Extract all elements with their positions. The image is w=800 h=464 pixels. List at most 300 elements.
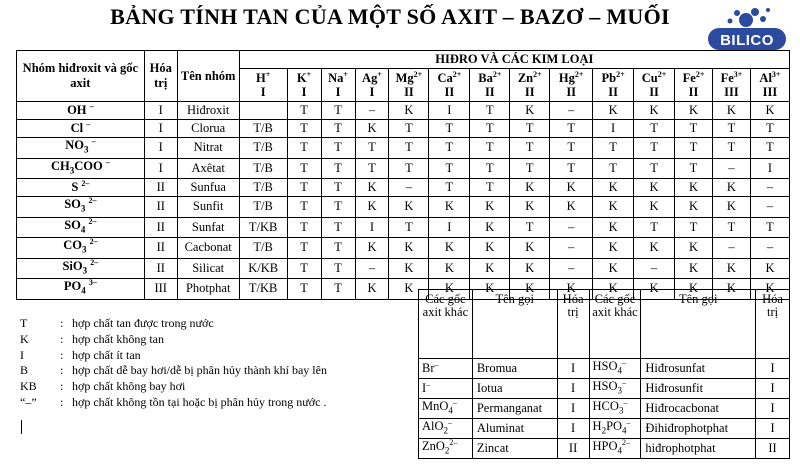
solubility-cell: T	[355, 138, 389, 159]
legend-desc: hợp chất không tan	[72, 331, 164, 346]
solubility-cell: T	[750, 120, 789, 138]
ion-symbol	[634, 71, 674, 85]
other-name-cell: Iotua	[472, 379, 557, 399]
group-cell	[17, 138, 145, 159]
solubility-cell: T	[429, 120, 470, 138]
legend	[20, 316, 410, 411]
solubility-cell: K	[593, 197, 634, 218]
other-header-ion-2: Các gốc axit khác	[589, 290, 641, 359]
solubility-cell: T	[550, 158, 593, 179]
other-ion-charge-2: –	[622, 377, 627, 387]
other-acid-table	[418, 289, 790, 459]
page-title: BẢNG TÍNH TAN CỦA MỘT SỐ AXIT – BAZƠ – MUỐI	[110, 4, 670, 29]
solubility-cell: T	[287, 238, 321, 259]
ion-symbol	[550, 71, 592, 85]
name-cell: Sunfit	[177, 197, 239, 218]
name-cell: Hiđroxit	[177, 102, 239, 120]
solubility-cell: T	[287, 138, 321, 159]
other-name-cell-2: Đihiđrophotphat	[641, 419, 756, 439]
solubility-cell: K	[675, 258, 713, 279]
group-formula: $SO_3$	[64, 197, 86, 214]
solubility-cell: K	[634, 197, 675, 218]
solubility-cell: K	[550, 197, 593, 218]
solubility-cell: K	[712, 197, 750, 218]
ion-symbol	[675, 71, 712, 85]
ion-symbol	[240, 71, 287, 85]
ion-header	[634, 69, 675, 102]
solubility-cell: –	[750, 179, 789, 197]
solubility-cell: K	[593, 238, 634, 259]
other-ion-charge-2: –	[622, 357, 627, 367]
other-ion-cell	[419, 439, 473, 459]
solubility-cell: T	[675, 217, 713, 238]
ion-charge: 3+	[771, 70, 781, 79]
other-name-cell: Aluminat	[472, 419, 557, 439]
legend-colon: :	[60, 347, 64, 362]
valence-cell: II	[144, 197, 177, 218]
table-row	[17, 158, 790, 179]
solubility-cell: T	[634, 120, 675, 138]
solubility-cell: K	[389, 102, 429, 120]
solubility-cell: K	[470, 238, 510, 259]
ion-symbol	[470, 71, 509, 85]
name-cell: Axêtat	[177, 158, 239, 179]
other-valence-cell: I	[557, 399, 589, 419]
ion-charge: 2+	[533, 70, 542, 79]
solubility-cell: K	[712, 102, 750, 120]
solubility-cell: T/B	[239, 179, 287, 197]
other-header-valence-2: Hóa trị	[756, 290, 790, 359]
solubility-cell: T	[287, 120, 321, 138]
ion-symbol-text: H	[255, 71, 266, 85]
name-cell: Cacbonat	[177, 238, 239, 259]
table-row	[419, 439, 790, 459]
solubility-cell: K	[510, 197, 550, 218]
solubility-cell: T	[287, 158, 321, 179]
solubility-cell: T	[287, 102, 321, 120]
ion-header	[550, 69, 593, 102]
table-row	[17, 217, 790, 238]
ion-header	[389, 69, 429, 102]
other-valence-cell-2: II	[756, 439, 790, 459]
legend-desc: hợp chất dễ bay hơi/dễ bị phân hủy thành khí bay lên	[72, 363, 327, 378]
group-charge: –	[86, 120, 91, 129]
group-formula: $SO_4$	[64, 217, 86, 234]
solubility-cell: T	[634, 158, 675, 179]
other-ion-cell-2	[589, 419, 641, 439]
ion-symbol	[593, 71, 633, 85]
other-header-valence: Hóa trị	[557, 290, 589, 359]
solubility-cell: I	[429, 217, 470, 238]
solubility-cell: T	[470, 138, 510, 159]
ion-symbol	[510, 71, 549, 85]
solubility-cell: T	[510, 138, 550, 159]
legend-symbol: “–”	[20, 394, 37, 409]
solubility-cell: T	[712, 120, 750, 138]
solubility-cell: K	[712, 258, 750, 279]
ion-valence: II	[444, 85, 455, 99]
other-name-cell-2: Hiđrosunfit	[641, 379, 756, 399]
group-formula: $CO_3$	[63, 238, 87, 255]
ion-header	[675, 69, 713, 102]
solubility-cell: T	[287, 279, 321, 300]
ion-header	[239, 69, 287, 102]
solubility-cell: T/KB	[239, 217, 287, 238]
solubility-cell	[239, 102, 287, 120]
solubility-cell: T	[712, 217, 750, 238]
solubility-cell: K	[470, 197, 510, 218]
header-name: Tên nhóm	[177, 51, 239, 102]
solubility-cell: T	[321, 102, 355, 120]
solubility-cell: T/B	[239, 138, 287, 159]
solubility-cell: T	[287, 179, 321, 197]
group-formula: Cl	[70, 121, 84, 135]
name-cell: Nitrat	[177, 138, 239, 159]
solubility-cell: K	[634, 102, 675, 120]
solubility-cell: T	[321, 179, 355, 197]
solubility-cell: K	[355, 279, 389, 300]
ion-symbol-text: K	[296, 71, 307, 85]
solubility-cell: K	[675, 197, 713, 218]
solubility-cell: K	[510, 102, 550, 120]
legend-desc: hợp chất tan được trong nước	[72, 316, 214, 330]
legend-desc: hợp chất ít tan	[72, 347, 141, 362]
ion-charge: +	[265, 70, 271, 79]
solubility-cell: T/B	[239, 238, 287, 259]
solubility-cell: K	[593, 179, 634, 197]
solubility-cell: K	[470, 217, 510, 238]
name-cell: Clorua	[177, 120, 239, 138]
group-formula: OH	[67, 103, 87, 117]
ion-charge: +	[306, 70, 312, 79]
other-name-cell: Permanganat	[472, 399, 557, 419]
header-group: Nhóm hiđroxit và gốc axit	[17, 51, 145, 102]
solubility-cell: –	[634, 258, 675, 279]
group-cell	[17, 258, 145, 279]
solubility-cell: K	[712, 179, 750, 197]
ion-valence: II	[484, 85, 495, 99]
group-charge: 2–	[88, 216, 97, 226]
group-cell	[17, 238, 145, 259]
other-name-cell: Zincat	[472, 439, 557, 459]
solubility-cell: T/KB	[239, 279, 287, 300]
other-ion-charge-2: –	[623, 397, 628, 407]
header-metals: HIĐRO VÀ CÁC KIM LOẠI	[239, 51, 789, 69]
ion-charge: 2+	[616, 70, 625, 79]
legend-symbol: B	[20, 363, 29, 378]
solubility-cell: K	[510, 258, 550, 279]
other-ion-formula: ZnO$_2$	[422, 438, 450, 456]
other-valence-cell: I	[557, 419, 589, 439]
solubility-cell: T	[470, 158, 510, 179]
ion-valence: II	[566, 85, 577, 99]
ion-symbol-text: Ag	[362, 71, 378, 85]
solubility-cell: T	[634, 138, 675, 159]
solubility-cell: K	[389, 279, 429, 300]
other-ion-formula-2: $HCO_3$	[592, 398, 624, 416]
group-charge: –	[89, 102, 94, 111]
other-ion-cell	[419, 359, 473, 379]
solubility-cell: T/B	[239, 197, 287, 218]
other-ion-charge: –	[426, 380, 431, 389]
header-valence: Hóa trị	[144, 51, 177, 102]
solubility-cell: K	[429, 238, 470, 259]
other-header-name-2: Tên gọi	[641, 290, 756, 359]
other-name-cell-2: Hiđrosunfat	[641, 359, 756, 379]
bilico-logo	[706, 4, 788, 50]
table-row	[17, 179, 790, 197]
other-name-cell: Bromua	[472, 359, 557, 379]
solubility-cell: T	[321, 238, 355, 259]
group-charge: 2–	[81, 179, 90, 188]
legend-symbol: T	[20, 316, 28, 330]
solubility-cell: K	[355, 197, 389, 218]
other-valence-cell: I	[557, 379, 589, 399]
solubility-cell: K	[593, 258, 634, 279]
solubility-cell: T	[355, 158, 389, 179]
other-valence-cell: II	[557, 439, 589, 459]
solubility-cell: T	[750, 138, 789, 159]
name-cell: Silicat	[177, 258, 239, 279]
ion-symbol-text: Cu	[641, 71, 658, 85]
solubility-cell: I	[593, 120, 634, 138]
solubility-cell: K	[550, 179, 593, 197]
other-ion-charge-2: –	[626, 417, 631, 427]
solubility-cell: T/B	[239, 158, 287, 179]
ion-header	[355, 69, 389, 102]
ion-charge: 2+	[413, 70, 423, 79]
ion-valence: II	[649, 85, 659, 99]
solubility-cell: T	[470, 120, 510, 138]
solubility-cell: T	[287, 217, 321, 238]
solubility-cell: K	[429, 197, 470, 218]
solubility-cell: K	[510, 179, 550, 197]
group-cell	[17, 197, 145, 218]
other-ion-formula: MnO$_4$	[422, 398, 453, 416]
group-charge: –	[105, 157, 110, 167]
other-ion-charge: –	[452, 397, 457, 407]
solubility-cell: T	[389, 138, 429, 159]
other-ion-formula-2: $HSO_3$	[592, 378, 623, 396]
ion-symbol-text: Al	[759, 71, 772, 85]
ion-symbol	[322, 71, 355, 85]
solubility-cell: T	[321, 138, 355, 159]
other-ion-cell-2	[589, 379, 641, 399]
ion-charge: 2+	[657, 70, 667, 79]
ion-charge: 2+	[574, 70, 584, 79]
table-row	[419, 379, 790, 399]
other-ion-formula: Br	[422, 361, 435, 375]
solubility-cell: T	[429, 138, 470, 159]
table-row	[419, 419, 790, 439]
solubility-cell: K	[675, 179, 713, 197]
other-ion-charge: –	[434, 360, 439, 369]
ion-header	[429, 69, 470, 102]
valence-cell: I	[144, 158, 177, 179]
ion-header	[712, 69, 750, 102]
solubility-cell: K	[593, 102, 634, 120]
ion-symbol-text: Hg	[558, 71, 575, 85]
solubility-cell: T	[321, 279, 355, 300]
ion-valence: II	[524, 85, 535, 99]
solubility-cell: K	[510, 279, 550, 300]
group-formula: $CH_3COO$	[50, 158, 103, 175]
solubility-table	[16, 50, 790, 300]
ion-valence: II	[688, 85, 699, 99]
ion-valence: I	[260, 85, 266, 99]
solubility-cell: T	[634, 217, 675, 238]
solubility-cell: K	[389, 197, 429, 218]
solubility-cell: T	[287, 258, 321, 279]
solubility-cell: T	[389, 217, 429, 238]
solubility-cell: T	[510, 217, 550, 238]
other-ion-charge-2: 2–	[622, 437, 631, 447]
valence-cell: I	[144, 120, 177, 138]
group-cell	[17, 279, 145, 300]
legend-desc: hợp chất không bay hơi	[72, 379, 186, 394]
other-ion-formula-2: $HPO_4$	[592, 438, 623, 456]
ion-header	[750, 69, 789, 102]
ion-header	[287, 69, 321, 102]
solubility-cell: K	[712, 279, 750, 300]
solubility-cell: T	[750, 217, 789, 238]
solubility-cell: –	[750, 238, 789, 259]
table-row	[17, 138, 790, 159]
ion-symbol-text: Mg	[395, 71, 414, 85]
solubility-cell: K	[675, 238, 713, 259]
other-ion-charge: –	[448, 417, 453, 427]
legend-colon: :	[60, 363, 64, 378]
solubility-cell: T	[510, 120, 550, 138]
solubility-cell: I	[429, 102, 470, 120]
other-ion-formula: AlO$_2$	[422, 418, 449, 436]
legend-row	[20, 348, 410, 364]
solubility-cell: K	[550, 279, 593, 300]
ion-valence: III	[724, 85, 739, 99]
solubility-cell: I	[355, 217, 389, 238]
other-ion-cell	[419, 419, 473, 439]
ion-symbol	[429, 71, 469, 85]
group-charge: 2–	[88, 196, 97, 205]
other-ion-cell	[419, 379, 473, 399]
group-cell	[17, 217, 145, 238]
group-cell	[17, 158, 145, 179]
table-row	[17, 197, 790, 218]
solubility-cell: K	[634, 279, 675, 300]
other-valence-cell-2: I	[756, 379, 790, 399]
solubility-cell: K	[429, 258, 470, 279]
solubility-cell: T	[675, 120, 713, 138]
ion-header	[470, 69, 510, 102]
ion-symbol-text: Na	[328, 71, 344, 85]
other-ion-formula: I	[422, 381, 427, 395]
solubility-cell: T	[675, 138, 713, 159]
solubility-cell: T	[321, 258, 355, 279]
solubility-cell: K	[750, 258, 789, 279]
ion-valence: I	[335, 85, 341, 99]
solubility-cell: T	[321, 197, 355, 218]
legend-row	[20, 363, 410, 379]
table-row	[17, 102, 790, 120]
solubility-cell: T	[429, 158, 470, 179]
solubility-cell: K	[593, 279, 634, 300]
ion-symbol-text: Fe	[682, 71, 696, 85]
solubility-cell: K	[634, 179, 675, 197]
solubility-cell: T	[389, 158, 429, 179]
solubility-cell: –	[355, 258, 389, 279]
logo-text: BILICO	[720, 32, 774, 49]
solubility-cell: T	[470, 179, 510, 197]
legend-row	[20, 316, 410, 332]
other-ion-cell-2	[589, 439, 641, 459]
other-valence-cell-2: I	[756, 399, 790, 419]
other-name-cell-2: hiđrophotphat	[641, 439, 756, 459]
group-cell	[17, 102, 145, 120]
group-charge: 2–	[89, 237, 98, 246]
solubility-cell: T	[593, 158, 634, 179]
ion-valence: II	[404, 85, 414, 99]
solubility-cell: I	[750, 158, 789, 179]
other-header-name: Tên gọi	[472, 290, 557, 359]
ion-charge: 2+	[492, 70, 502, 79]
legend-colon: :	[60, 379, 64, 394]
ion-header	[321, 69, 355, 102]
solubility-cell: K/KB	[239, 258, 287, 279]
ion-charge: +	[343, 70, 348, 79]
solubility-cell: T	[321, 120, 355, 138]
ion-header	[510, 69, 550, 102]
solubility-cell: –	[712, 238, 750, 259]
legend-row	[20, 395, 410, 411]
solubility-cell: T	[550, 120, 593, 138]
group-formula: SiO$_3$	[62, 258, 88, 275]
name-cell: Photphat	[177, 279, 239, 300]
solubility-cell: K	[355, 238, 389, 259]
legend-colon: :	[60, 331, 64, 346]
valence-cell: II	[144, 238, 177, 259]
valence-cell: II	[144, 179, 177, 197]
solubility-cell: –	[355, 102, 389, 120]
ion-symbol	[288, 71, 321, 85]
group-charge: 2–	[90, 257, 99, 267]
group-formula: S	[71, 180, 79, 194]
solubility-cell: K	[389, 258, 429, 279]
ion-valence: II	[608, 85, 618, 99]
ion-symbol-text: Ca	[437, 71, 453, 85]
valence-cell: III	[144, 279, 177, 300]
other-ion-cell-2	[589, 399, 641, 419]
group-charge: 3–	[88, 278, 97, 287]
solubility-cell: T/B	[239, 120, 287, 138]
solubility-cell: –	[550, 217, 593, 238]
solubility-cell: K	[470, 279, 510, 300]
other-valence-cell-2: I	[756, 359, 790, 379]
solubility-cell: K	[389, 238, 429, 259]
solubility-cell: T	[712, 138, 750, 159]
group-charge: –	[91, 137, 96, 146]
solubility-cell: T	[389, 120, 429, 138]
other-valence-cell-2: I	[756, 419, 790, 439]
ion-symbol	[356, 71, 389, 85]
text-cursor	[21, 420, 22, 434]
ion-symbol-text: Pb	[601, 71, 617, 85]
solubility-cell: K	[355, 179, 389, 197]
legend-row	[20, 379, 410, 395]
other-header-ion: Các gốc axit khác	[419, 290, 473, 359]
valence-cell: I	[144, 138, 177, 159]
group-cell	[17, 120, 145, 138]
solubility-cell: –	[712, 158, 750, 179]
